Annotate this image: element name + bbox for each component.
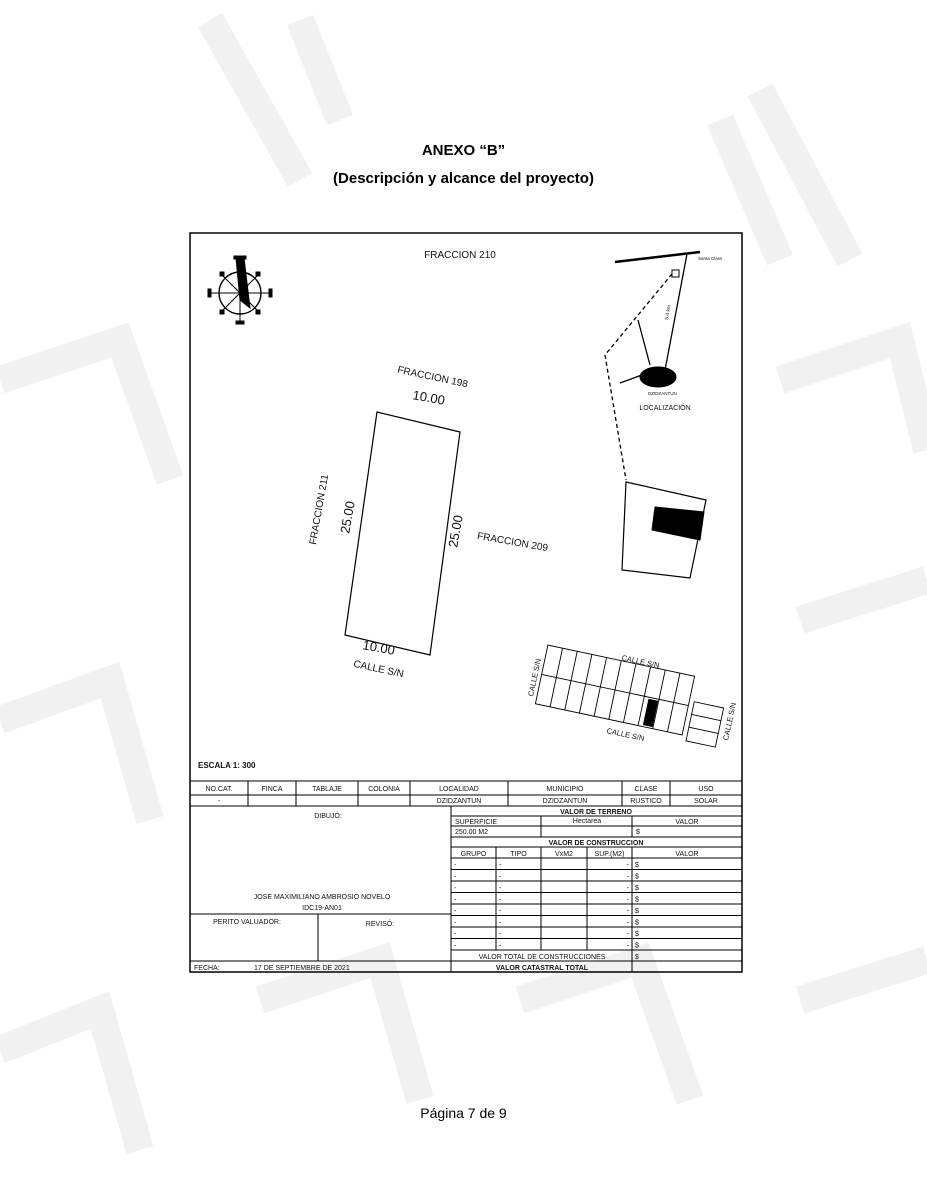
reviso-label: REVISÓ: xyxy=(365,921,395,928)
location-label: LOCALIZACIÓN xyxy=(639,405,691,412)
superficie-label: SUPERFICIE xyxy=(455,819,498,826)
sup-cell: - xyxy=(626,885,629,892)
grupo-cell: - xyxy=(454,931,457,938)
town-label: DZIDZANTUN xyxy=(648,391,677,396)
grupo-cell: - xyxy=(454,942,457,950)
page-number: Página 7 de 9 xyxy=(420,1105,507,1121)
label-top-side: 10.00 xyxy=(411,387,447,408)
label-right-neighbor: FRACCION 209 xyxy=(476,530,549,555)
valor-cell: $ xyxy=(635,919,639,927)
grupo-cell: - xyxy=(454,873,457,881)
tipo-cell: - xyxy=(499,931,502,938)
tipo-cell: - xyxy=(499,908,502,915)
terreno-title: VALOR DE TERRENO xyxy=(560,809,632,816)
value-cell: DZIDZANTUN xyxy=(436,798,482,805)
page-subtitle: (Descripción y alcance del proyecto) xyxy=(333,170,594,187)
grupo-cell: - xyxy=(454,885,457,892)
valor-cell: $ xyxy=(635,942,639,950)
lot-street-left: CALLE S/N xyxy=(526,657,543,698)
label-right-side: 25.00 xyxy=(445,513,466,549)
dibujo-label: DIBUJÓ: xyxy=(314,813,342,820)
superficie-value: 250.00 M2 xyxy=(455,829,489,836)
lot-street-bottom: CALLE S/N xyxy=(605,726,646,743)
tipo-cell: - xyxy=(499,873,502,881)
label-left-side: 25.00 xyxy=(337,499,358,535)
parcel-outline xyxy=(345,412,460,658)
terreno-valor: $ xyxy=(636,829,640,836)
construccion-header: SUP.(M2) xyxy=(594,851,625,858)
valor-cell: $ xyxy=(635,908,639,915)
header-cell: MUNICIPIO xyxy=(546,786,584,793)
valor-cell: $ xyxy=(635,873,639,881)
grupo-cell: - xyxy=(454,908,457,915)
sup-cell: - xyxy=(626,862,629,869)
label-bottom-side: 10.00 xyxy=(361,637,397,658)
value-cell: SOLAR xyxy=(694,798,718,805)
valor-cell: $ xyxy=(635,931,639,938)
construccion-header: TIPO xyxy=(510,851,527,858)
construccion-header: GRUPO xyxy=(460,851,487,858)
construccion-header: VALOR xyxy=(675,851,699,858)
lot-street-right: CALLE S/N xyxy=(721,701,738,742)
header-cell: CLASE xyxy=(634,786,658,793)
valor-label: VALOR xyxy=(675,819,699,826)
tipo-cell: - xyxy=(499,942,502,950)
hectarea-label: Hectarea xyxy=(572,818,602,825)
tipo-cell: - xyxy=(499,919,502,927)
drawer-id: IDC19-AN01 xyxy=(302,905,342,912)
grupo-cell: - xyxy=(454,919,457,927)
road-label: Santa Clara xyxy=(698,256,722,261)
catastral-label: VALOR CATASTRAL TOTAL xyxy=(495,965,589,972)
page-title: ANEXO “B” xyxy=(421,142,506,159)
header-cell: LOCALIDAD xyxy=(439,786,479,793)
total-construcciones-value: $ xyxy=(635,954,639,961)
header-cell: NO.CAT. xyxy=(205,786,233,793)
sup-cell: - xyxy=(626,931,629,938)
lot-street-top: CALLE S/N xyxy=(620,653,661,670)
grupo-cell: - xyxy=(454,862,457,869)
label-north-neighbor: FRACCION 210 xyxy=(424,250,496,261)
compass-rose-icon xyxy=(208,256,272,324)
sup-cell: - xyxy=(626,942,629,950)
total-construcciones-label: VALOR TOTAL DE CONSTRUCCIONES xyxy=(478,954,606,961)
label-top-neighbor: FRACCION 198 xyxy=(396,364,469,391)
tipo-cell: - xyxy=(499,862,502,869)
sup-cell: - xyxy=(626,896,629,904)
construccion-title: VALOR DE CONSTRUCCION xyxy=(548,840,644,847)
cadastral-table xyxy=(190,781,742,972)
header-cell: COLONIA xyxy=(368,786,400,793)
label-street: CALLE S/N xyxy=(352,658,405,681)
road-distance: 5.4 km xyxy=(664,304,673,321)
header-cell: TABLAJE xyxy=(312,786,342,793)
location-map xyxy=(605,252,706,578)
perito-label: PERITO VALUADOR: xyxy=(213,919,281,926)
sup-cell: - xyxy=(626,908,629,915)
fecha-label: FECHA: xyxy=(194,965,220,972)
value-cell: - xyxy=(217,798,221,805)
value-cell: RUSTICO xyxy=(630,798,662,805)
header-cell: USO xyxy=(698,786,714,793)
label-left-neighbor: FRACCION 211 xyxy=(307,473,332,546)
tipo-cell: - xyxy=(499,885,502,892)
sup-cell: - xyxy=(626,919,629,927)
sup-cell: - xyxy=(626,873,629,881)
header-cell: FINCA xyxy=(261,786,283,793)
drawer-name: JOSE MAXIMILIANO AMBROSIO NOVELO xyxy=(253,894,391,901)
value-cell: DZIDZANTUN xyxy=(542,798,588,805)
valor-cell: $ xyxy=(635,862,639,869)
tipo-cell: - xyxy=(499,896,502,904)
fecha-value: 17 DE SEPTIEMBRE DE 2021 xyxy=(254,965,350,972)
grupo-cell: - xyxy=(454,896,457,904)
valor-cell: $ xyxy=(635,885,639,892)
scale-label: ESCALA 1: 300 xyxy=(198,761,256,770)
construccion-header: VxM2 xyxy=(555,851,573,858)
valor-cell: $ xyxy=(635,896,639,904)
